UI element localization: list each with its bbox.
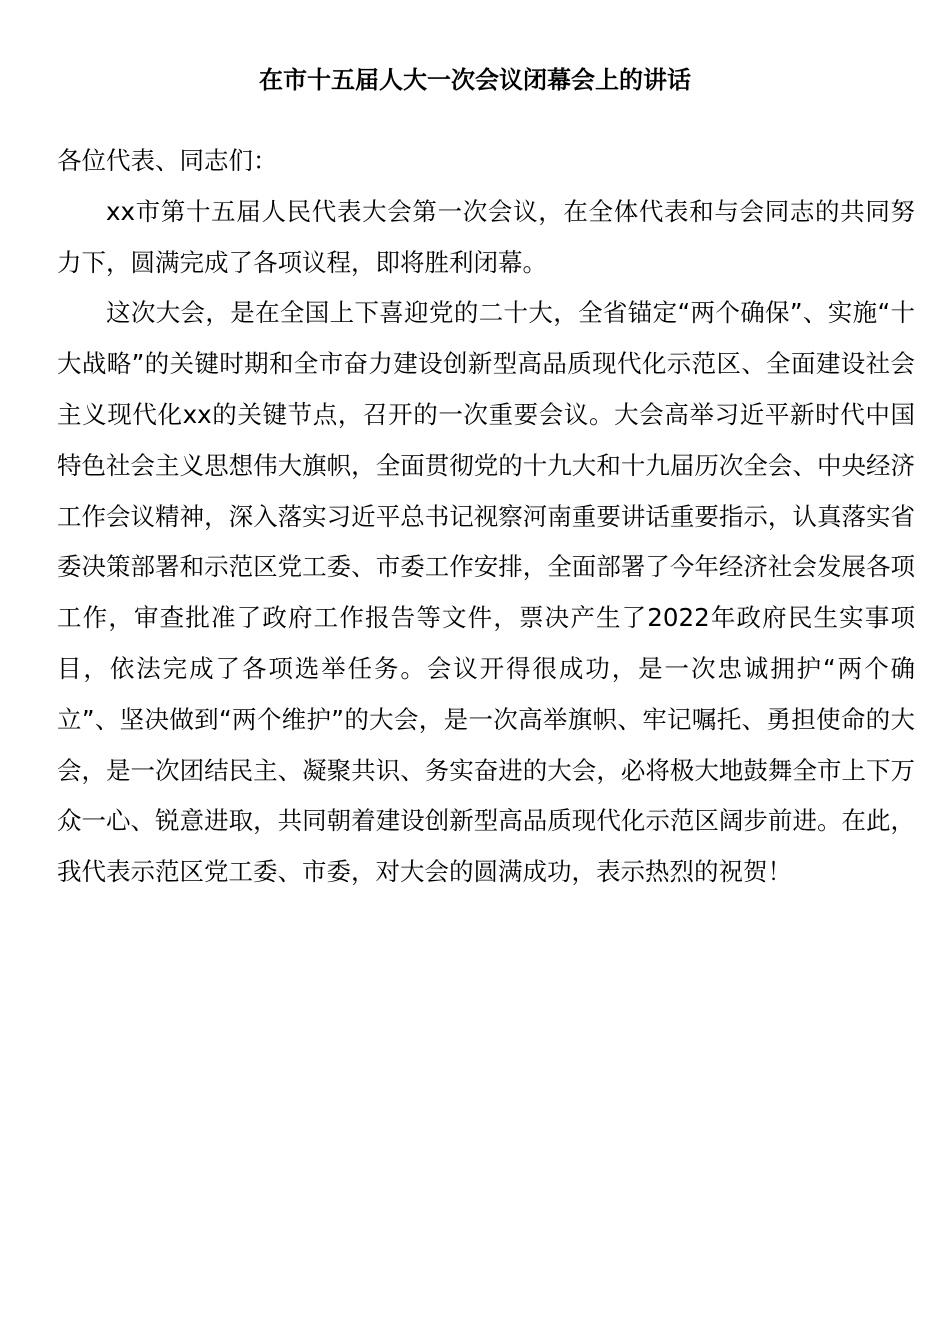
paragraph-1: xx市第十五届人民代表大会第一次会议，在全体代表和与会同志的共同努力下，圆满完成了各项议程，即将胜利闭幕。 <box>57 196 915 277</box>
salutation: 各位代表、同志们： <box>57 146 278 175</box>
paragraph-2: 这次大会，是在全国上下喜迎党的二十大，全省锚定“两个确保”、实施“十大战略”的关键时期和全市奋力建设创新型高品质现代化示范区、全面建设社会主义现代化xx的关键节点，召开的一次重要会议。大会高举习近平新时代中国特色社会主义思想伟大旗帜，全面贯彻党的十九大和十九届历次全会、中央经济工作会议精神，深入落实习近平总书记视察河南重要讲话重要指示，认真落实省委决策部署和示范区党工委、市委工作安排，全面部署了今年经济社会发展各项工作，审查批准了政府工作报告等文件，票决产生了2022年政府民生实事项目，依法完成了各项选举任务。会议开得很成功，是一次忠诚拥护“两个确立”、坚决做到“两个维护”的大会，是一次高举旗帜、牢记嘱托、勇担使命的大会，是一次团结民主、凝聚共识、务实奋进的大会，必将极大地鼓舞全市上下万众一心、锐意进取，共同朝着建设创新型高品质现代化示范区阔步前进。在此，我代表示范区党工委、市委，对大会的圆满成功，表示热烈的祝贺！ <box>57 298 915 887</box>
document-body <box>57 136 915 898</box>
document-title: 在市十五届人大一次会议闭幕会上的讲话 <box>259 66 691 94</box>
